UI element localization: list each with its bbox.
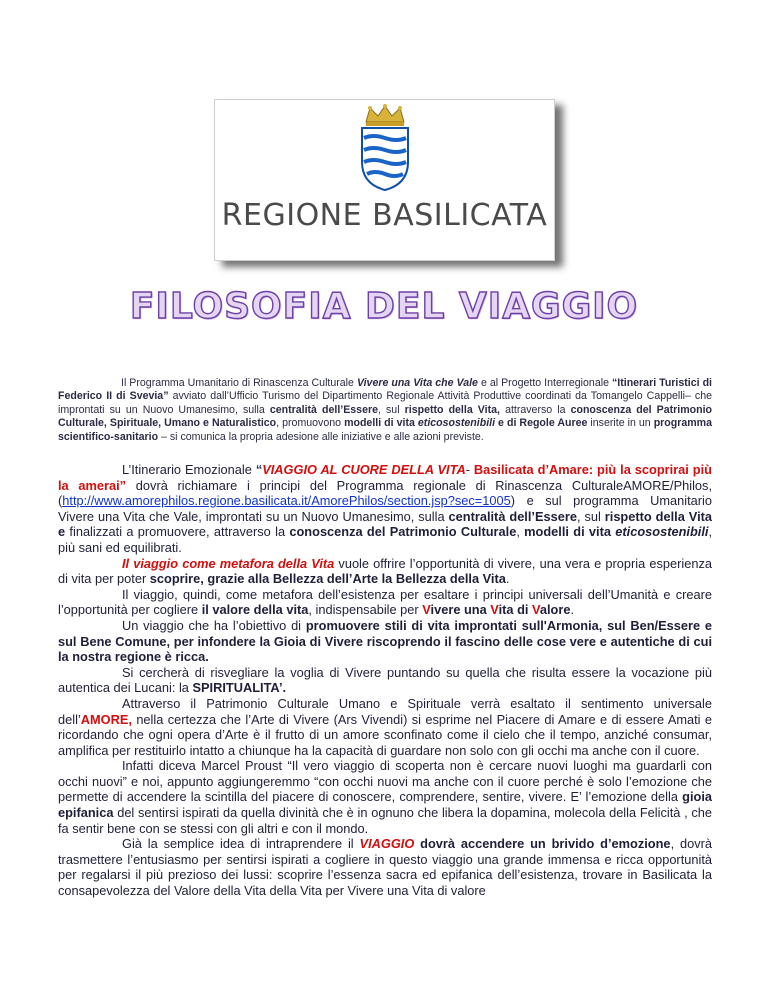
paragraph-viaggio: Già la semplice idea di intraprendere il VIAGGIO dovrà accendere un brivido d’emozione, dovrà trasmettere l’entusiasmo per sentirsi ispirati a cogliere in questo viaggio una grande immensa e ricca opportunità per regalarsi il più prezioso dei lussi: scoprire l’essenza sacra ed epifanica dell’esistenza, trovare in Basilicata la consapevolezza del Valore della Vita della Vita per Vivere una Vita di valore — [58, 836, 713, 899]
paragraph-valore: Il viaggio, quindi, come metafora dell’esistenza per esaltare i principi universali dell’Umanità e creare l’opportunità per cogliere il valore della vita, indispensabile per Vivere una Vita di Valore. — [58, 586, 712, 618]
paragraph-itinerario: L’Itinerario Emozionale “VIAGGIO AL CUORE DELLA VITA- Basilicata d’Amare: più la scoprirai più la amerai” dovrà richiamare i principi del Programma regionale di Rinascenza CulturaleAMORE/Philos,(http://www.amorephilos.regione.basilicata.it/AmorePhilos/section.jsp?sec=1005) e sul programma Umanitario Vivere una Vita che Vale, improntati su un Nuovo Umanesimo, sulla centralità dell’Essere, sul rispetto della Vita e finalizzati a promuovere, attraverso la conoscenza del Patrimonio Culturale, modelli di vita eticosostenibili, più sani ed equilibrati. — [58, 462, 713, 555]
logo-text: REGIONE BASILICATA — [221, 198, 548, 233]
amorephilos-link[interactable]: http://www.amorephilos.regione.basilicata.it/AmorePhilos/section.jsp?sec=1005 — [62, 493, 511, 509]
paragraph-amore: Attraverso il Patrimonio Culturale Umano e Spirituale verrà esaltato il sentimento universale dell’AMORE, nella certezza che l’Arte di Vivere (Ars Vivendi) si esprime nel Piacere di Amare e di essere Amati e ricordando che ogni opera d’Arte è il frutto di un amore sconfinato come il cielo che il tempo, anziché consumar, amplifica per restituirlo intatto a chiunque ha la capacità di guardare non solo con gli occhi ma anche con il cuore. — [58, 695, 712, 758]
intro-paragraph: Il Programma Umanitario di Rinascenza Culturale Vivere una Vita che Vale e al Progetto Interregionale “Itinerari Turistici di Federico II di Svevia” avviato dall’Ufficio Turismo del Dipartimento Regionale Attività Produttive coordinati da Tomangelo Cappelli– che improntati su un Nuovo Umanesimo, sulla centralità dell’Essere, sul rispetto della Vita, attraverso la conoscenza del Patrimonio Culturale, Spirituale, Umano e Naturalistico, promuovono modelli di vita eticosostenibili e di Regole Auree inserite in un programma scientifico-sanitario – si comunica la propria adesione alle iniziative e alle azioni previste. — [58, 377, 713, 443]
paragraph-obiettivo: Un viaggio che ha l’obiettivo di promuovere stili di vita improntati sull'Armonia, sul Ben/Essere e sul Bene Comune, per infondere la Gioia di Vivere riscoprendo il fascino delle cose vere e autentiche di cui la nostra regione è ricca. — [58, 617, 712, 665]
page-title: FILOSOFIA DEL VIAGGIO — [129, 286, 639, 327]
paragraph-spiritualita: Si cercherà di risvegliare la voglia di Vivere puntando su quella che risulta essere la vocazione più autentica dei Lucani: la SPIRITUALITA’. — [58, 664, 712, 696]
regione-basilicata-logo — [214, 99, 555, 261]
paragraph-proust: Infatti diceva Marcel Proust “Il vero viaggio di scoperta non è cercare nuovi luoghi ma guardarli con occhi nuovi” e noi, appunto aggiungeremmo “con occhi nuovi ma anche con il cuore perché è solo l’emozione che permette di accendere la scintilla del piacere di conoscere, comprendere, sentire, vivere. E’ l’emozione della gioia epifanica del sentirsi ispirati da quella divinità che è in ognuno che libera la dopamina, molecola della Felicità , che fa sentir bene con se stessi con gli altri e con il mondo. — [58, 758, 712, 836]
coat-of-arms-icon — [356, 104, 414, 192]
main-text — [58, 462, 712, 899]
paragraph-metafora: Il viaggio come metafora della Vita vuole offrire l’opportunità di vivere, una vera e propria esperienza di vita per poter scoprire, grazie alla Bellezza dell’Arte la Bellezza della Vita. — [58, 555, 712, 587]
